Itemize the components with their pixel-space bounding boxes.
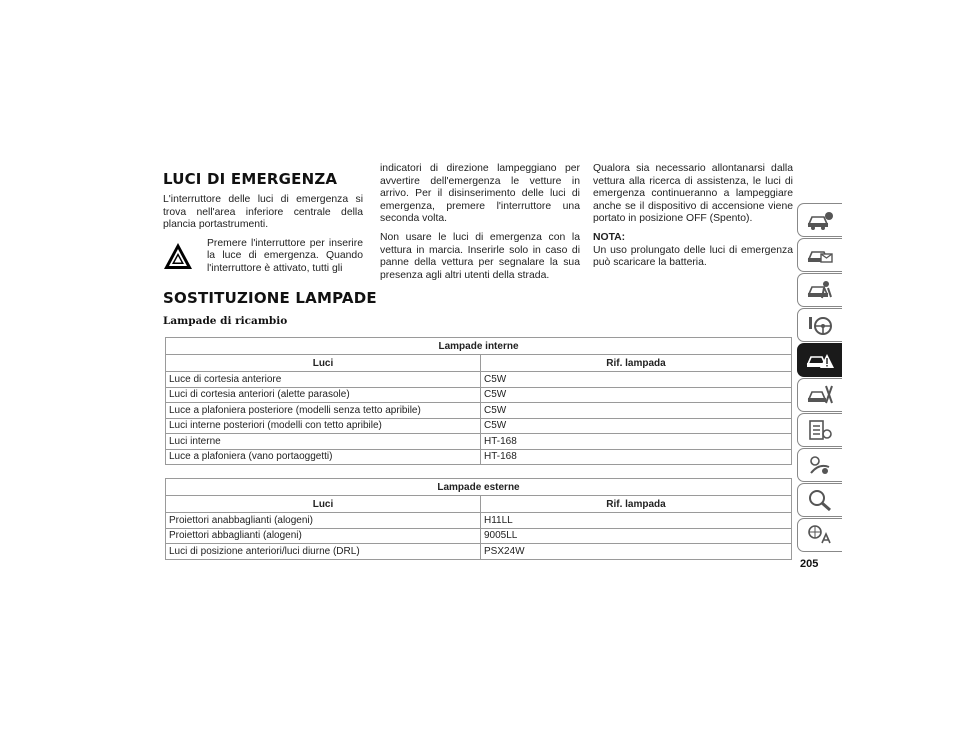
hazard-instruction xyxy=(163,238,363,276)
page-number: 205 xyxy=(800,558,819,570)
side-tab-language[interactable] xyxy=(797,518,842,552)
cell-bulb-ref: HT-168 xyxy=(481,434,792,450)
side-tab-dashboard[interactable] xyxy=(797,238,842,272)
note-text: Un uso prolungato delle luci di emergenza può scaricare la batteria. xyxy=(593,244,793,269)
cell-bulb-ref: H11LL xyxy=(481,513,792,529)
col2-paragraph-2: Non usare le luci di emergenza con la vettura in marcia. Inserirle solo in caso di panne della vettura per segnalare la sua presenza agli altri utenti della strada. xyxy=(380,231,580,281)
side-tab-safety[interactable] xyxy=(797,273,842,307)
cell-light: Luce di cortesia anteriore xyxy=(166,372,481,388)
cell-light: Luce a plafoniera (vano portaoggetti) xyxy=(166,449,481,465)
cell-light: Luci di cortesia anteriori (alette parasole) xyxy=(166,387,481,403)
section-title-bulb-replacement: SOSTITUZIONE LAMPADE xyxy=(163,289,377,307)
table-row xyxy=(166,418,792,434)
service-wrench-icon xyxy=(805,383,835,407)
cell-light: Luci interne xyxy=(166,434,481,450)
column-header-lights: Luci xyxy=(166,496,481,513)
column-header-lights: Luci xyxy=(166,355,481,372)
table-interior-bulbs xyxy=(165,337,792,465)
table-row xyxy=(166,387,792,403)
dashboard-message-icon xyxy=(805,243,835,267)
side-tab-driving[interactable] xyxy=(797,308,842,342)
side-tab-car-info[interactable] xyxy=(797,203,842,237)
section-title-emergency-lights: LUCI DI EMERGENZA xyxy=(163,170,338,188)
intro-paragraph: L'interruttore delle luci di emergenza si trova nell'area inferiore centrale della plancia portastrumenti. xyxy=(163,194,363,231)
safety-airbag-icon xyxy=(805,278,835,302)
cell-bulb-ref: PSX24W xyxy=(481,544,792,560)
col3-paragraph-1: Qualora sia necessario allontanarsi dalla vettura alla ricerca di assistenza, le luci di emergenza continueranno a lampeggiare anche se il dispositivo di accensione viene portato in posizione OFF (Spento). xyxy=(593,163,793,225)
steering-wheel-icon xyxy=(805,313,835,337)
side-tab-multimedia[interactable] xyxy=(797,448,842,482)
note-label: NOTA: xyxy=(593,231,626,243)
table-row xyxy=(166,403,792,419)
column-header-bulb-ref: Rif. lampada xyxy=(481,355,792,372)
column-2 xyxy=(380,163,580,288)
multimedia-icon xyxy=(805,453,835,477)
table-row xyxy=(166,372,792,388)
cell-bulb-ref: C5W xyxy=(481,372,792,388)
cell-bulb-ref: C5W xyxy=(481,403,792,419)
table-title: Lampade interne xyxy=(166,338,792,355)
subtitle-replacement-bulbs: Lampade di ricambio xyxy=(163,315,288,327)
table-row xyxy=(166,434,792,450)
col2-paragraph-1: indicatori di direzione lampeggiano per avvertire dell'emergenza le vetture in arrivo. Per il disinserimento delle luci di emergenza, premere l'interruttore una seconda volta. xyxy=(380,163,580,225)
cell-light: Luce a plafoniera posteriore (modelli senza tetto apribile) xyxy=(166,403,481,419)
table-title: Lampade esterne xyxy=(166,479,792,496)
column-header-bulb-ref: Rif. lampada xyxy=(481,496,792,513)
cell-bulb-ref: C5W xyxy=(481,418,792,434)
side-tab-specifications[interactable] xyxy=(797,413,842,447)
column-3 xyxy=(593,163,793,276)
side-tab-emergency[interactable] xyxy=(797,343,842,377)
cell-bulb-ref: C5W xyxy=(481,387,792,403)
cell-light: Luci interne posteriori (modelli con tetto apribile) xyxy=(166,418,481,434)
language-icon xyxy=(805,523,835,547)
hazard-warning-triangle-icon xyxy=(163,242,193,270)
cell-light: Proiettori anabbaglianti (alogeni) xyxy=(166,513,481,529)
table-exterior-bulbs xyxy=(165,478,792,560)
cell-light: Luci di posizione anteriori/luci diurne (DRL) xyxy=(166,544,481,560)
index-search-icon xyxy=(805,488,835,512)
hazard-instruction-text: Premere l'interruttore per inserire la luce di emergenza. Quando l'interruttore è attivato, tutti gli xyxy=(207,237,363,274)
car-info-icon xyxy=(805,208,835,232)
specifications-list-icon xyxy=(805,418,835,442)
side-tab-index[interactable] xyxy=(797,483,842,517)
cell-bulb-ref: HT-168 xyxy=(481,449,792,465)
side-tab-service[interactable] xyxy=(797,378,842,412)
table-row xyxy=(166,544,792,560)
table-row xyxy=(166,449,792,465)
column-1 xyxy=(163,194,363,282)
cell-light: Proiettori abbaglianti (alogeni) xyxy=(166,528,481,544)
table-row xyxy=(166,513,792,529)
table-row xyxy=(166,528,792,544)
cell-bulb-ref: 9005LL xyxy=(481,528,792,544)
emergency-hazard-icon xyxy=(805,348,835,372)
